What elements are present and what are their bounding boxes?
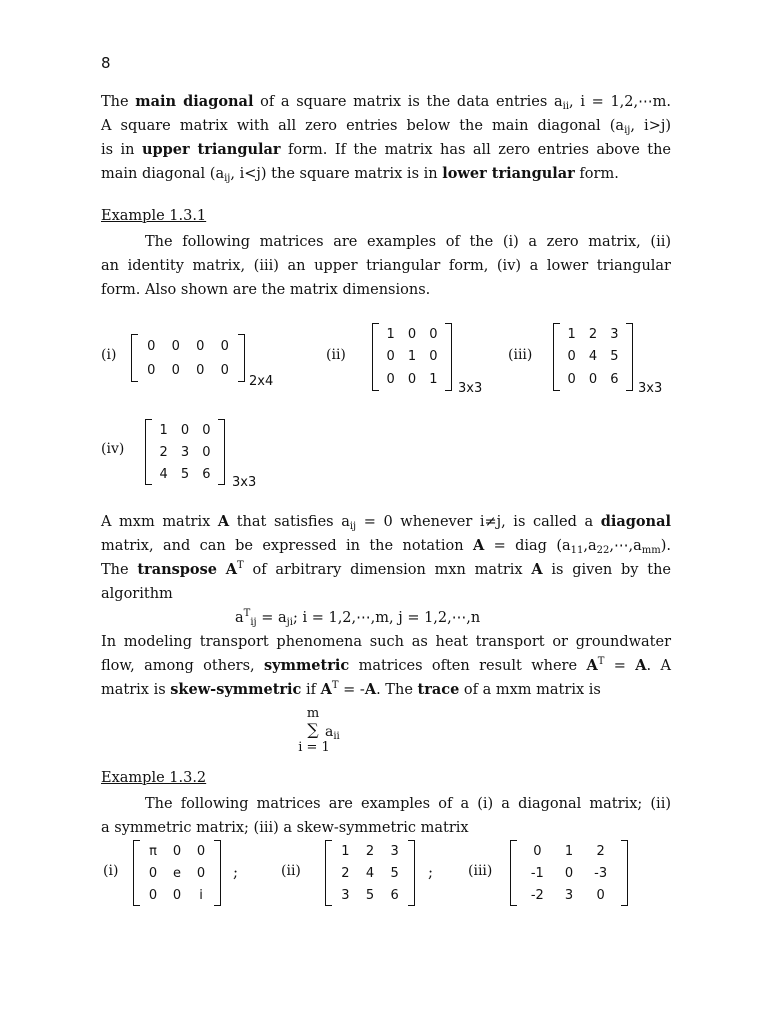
matrix-entry: 6 bbox=[202, 466, 211, 482]
matrix-label: (iii) bbox=[468, 863, 493, 879]
matrix-entry: 3 bbox=[610, 326, 619, 342]
line: an identity matrix, (iii) an upper triangular form, (iv) a lower triangular bbox=[101, 258, 671, 274]
matrix-label: (iv) bbox=[101, 441, 125, 457]
matrix-entry: 0 bbox=[386, 349, 395, 365]
matrix-dimension: 3x3 bbox=[232, 475, 257, 490]
line: A mxm matrix A that satisfies $a_{ij} = 0$ whenever i≠j, is called a diagonal bbox=[101, 513, 671, 532]
matrix-entry: 3 bbox=[180, 444, 190, 460]
matrix-entry: 2 bbox=[588, 326, 598, 342]
matrix-entry: 4 bbox=[588, 349, 598, 365]
matrix-label: (i) bbox=[101, 347, 117, 363]
matrix-entry: 0 bbox=[171, 362, 180, 378]
sum-lower-limit: i = 1 bbox=[298, 740, 330, 755]
matrix-label: (ii) bbox=[326, 347, 346, 363]
matrix-label: (iii) bbox=[508, 347, 533, 363]
matrix-row bbox=[561, 368, 625, 391]
diagonal-matrix bbox=[133, 840, 221, 906]
zero-matrix bbox=[131, 334, 245, 382]
matrix-entry: 1 bbox=[564, 843, 574, 859]
matrix-row bbox=[141, 862, 213, 884]
matrix-entry: 0 bbox=[386, 372, 395, 388]
matrix-entry: 1 bbox=[429, 372, 438, 388]
matrix-entry: 2 bbox=[341, 865, 350, 881]
matrix-entry: 0 bbox=[196, 362, 205, 378]
matrix-row bbox=[153, 419, 217, 441]
matrix-entry: 0 bbox=[407, 372, 417, 388]
intro-paragraph bbox=[101, 90, 671, 186]
matrix-entry: 1 bbox=[159, 422, 168, 438]
matrix-row bbox=[561, 323, 625, 346]
matrix-entry: e bbox=[173, 865, 181, 881]
matrix-row bbox=[333, 862, 407, 884]
identity-matrix bbox=[372, 323, 452, 391]
matrix-entry: 0 bbox=[429, 349, 438, 365]
matrix-row bbox=[139, 358, 237, 382]
matrix-entry: 1 bbox=[341, 843, 350, 859]
matrix-entry: 0 bbox=[567, 372, 576, 388]
lower-triangular-matrix bbox=[145, 419, 225, 485]
matrix-entry: 0 bbox=[202, 444, 211, 460]
matrix-entry: 0 bbox=[196, 865, 206, 881]
matrix-entry: 0 bbox=[172, 843, 182, 859]
matrix-entry: 2 bbox=[596, 843, 605, 859]
matrix-entry: -3 bbox=[594, 865, 608, 881]
matrix-entry: i bbox=[199, 887, 203, 903]
matrix-entry: 1 bbox=[386, 326, 395, 342]
matrix-row bbox=[380, 346, 444, 369]
matrix-entry: 5 bbox=[610, 349, 619, 365]
line: The following matrices are examples of the (i) a zero matrix, (ii) bbox=[145, 234, 671, 250]
matrix-grid bbox=[139, 334, 237, 382]
sum-upper-limit: m bbox=[306, 706, 320, 721]
matrix-entry: -2 bbox=[530, 887, 544, 903]
matrix-grid bbox=[333, 840, 407, 906]
matrix-entry: 0 bbox=[567, 349, 576, 365]
matrix-entry: 0 bbox=[220, 338, 229, 354]
line: matrix is skew-symmetric if $A^T = -A$. The trace of a mxm matrix is bbox=[101, 680, 601, 698]
line: a symmetric matrix; (iii) a skew-symmetric matrix bbox=[101, 820, 469, 836]
matrix-entry: -1 bbox=[530, 865, 544, 881]
matrix-row bbox=[380, 323, 444, 346]
symmetric-matrix bbox=[325, 840, 415, 906]
matrix-entry: 0 bbox=[147, 362, 156, 378]
line: form. Also shown are the matrix dimensions. bbox=[101, 282, 431, 298]
matrix-entry: 1 bbox=[567, 326, 576, 342]
matrix-row bbox=[141, 884, 213, 906]
matrix-row bbox=[333, 840, 407, 862]
sigma-symbol: ∑ bbox=[307, 720, 319, 739]
example-heading: Example 1.3.1 bbox=[101, 208, 207, 224]
line: The following matrices are examples of a (i) a diagonal matrix; (ii) bbox=[145, 796, 671, 812]
matrix-row bbox=[139, 334, 237, 358]
line: is in upper triangular form. If the matrix has all zero entries above the bbox=[101, 141, 672, 158]
matrix-entry: 0 bbox=[407, 326, 417, 342]
matrix-entry: 0 bbox=[196, 843, 206, 859]
separator: ; bbox=[428, 863, 434, 881]
matrix-entry: 5 bbox=[180, 466, 190, 482]
matrix-grid bbox=[153, 419, 217, 485]
matrix-row bbox=[518, 884, 620, 906]
matrix-entry: 3 bbox=[564, 887, 574, 903]
matrix-entry: 0 bbox=[429, 326, 438, 342]
matrix-entry: 3 bbox=[390, 843, 399, 859]
matrix-entry: 3 bbox=[341, 887, 350, 903]
line: matrix, and can be expressed in the notation A = diag $(a_{11},a_{22},\cdots,a_{mm})$. bbox=[101, 537, 671, 556]
matrix-entry: 6 bbox=[390, 887, 399, 903]
matrix-entry: 2 bbox=[159, 444, 168, 460]
matrix-entry: 0 bbox=[180, 422, 190, 438]
matrix-row bbox=[153, 441, 217, 463]
upper-triangular-matrix bbox=[553, 323, 633, 391]
skew-symmetric-matrix bbox=[510, 840, 628, 906]
matrix-dimension: 3x3 bbox=[638, 381, 663, 396]
matrix-dimension: 2x4 bbox=[249, 374, 274, 389]
matrix-grid bbox=[518, 840, 620, 906]
matrix-entry: 4 bbox=[159, 466, 168, 482]
matrix-entry: 0 bbox=[588, 372, 598, 388]
matrix-entry: 0 bbox=[196, 338, 205, 354]
matrix-entry: 0 bbox=[171, 338, 180, 354]
line: The main diagonal of a square matrix is the data entries $a_{ii}$, i = 1,2,⋯m. bbox=[101, 93, 671, 112]
page-number: 8 bbox=[101, 54, 111, 72]
matrix-row bbox=[518, 862, 620, 884]
matrix-entry: 0 bbox=[148, 865, 158, 881]
example-text bbox=[101, 230, 671, 302]
matrix-grid bbox=[380, 323, 444, 391]
line: A square matrix with all zero entries below the main diagonal ($a_{ij}$, i>j) bbox=[101, 118, 671, 136]
separator: ; bbox=[233, 863, 239, 881]
matrix-row bbox=[333, 884, 407, 906]
line: algorithm bbox=[101, 586, 173, 602]
matrix-entry: 2 bbox=[365, 843, 375, 859]
matrix-row bbox=[141, 840, 213, 862]
matrix-entry: 0 bbox=[533, 843, 542, 859]
matrix-dimension: 3x3 bbox=[458, 381, 483, 396]
transpose-formula: $a^T_{ij} = a_{ji}$; i = 1,2,⋯,m, j = 1,2,⋯,n bbox=[235, 608, 481, 628]
matrix-entry: 5 bbox=[365, 887, 375, 903]
matrix-entry: 0 bbox=[564, 865, 574, 881]
matrix-grid bbox=[141, 840, 213, 906]
matrix-row bbox=[561, 346, 625, 369]
matrix-row bbox=[518, 840, 620, 862]
example-heading: Example 1.3.2 bbox=[101, 770, 207, 786]
line: In modeling transport phenomena such as heat transport or groundwater bbox=[101, 634, 671, 650]
matrix-entry: 5 bbox=[390, 865, 399, 881]
matrix-entry: π bbox=[149, 843, 157, 859]
matrix-entry: 0 bbox=[172, 887, 182, 903]
matrix-label: (i) bbox=[103, 863, 119, 879]
matrix-entry: 1 bbox=[407, 349, 417, 365]
matrix-entry: 0 bbox=[147, 338, 156, 354]
matrix-row bbox=[380, 368, 444, 391]
matrix-grid bbox=[561, 323, 625, 391]
example-text bbox=[101, 792, 671, 840]
sum-term: $a_{ii}$ bbox=[325, 724, 340, 742]
matrix-entry: 0 bbox=[202, 422, 211, 438]
definitions-paragraph bbox=[101, 510, 671, 702]
matrix-entry: 0 bbox=[148, 887, 158, 903]
matrix-label: (ii) bbox=[281, 863, 301, 879]
matrix-entry: 4 bbox=[365, 865, 375, 881]
matrix-row bbox=[153, 463, 217, 485]
matrix-entry: 0 bbox=[220, 362, 229, 378]
line: flow, among others, symmetric matrices often result where $A^T = A$. A bbox=[101, 656, 671, 674]
line: The transpose $A^T$ of arbitrary dimension mxn matrix A is given by the bbox=[101, 560, 671, 578]
matrix-entry: 6 bbox=[610, 372, 619, 388]
matrix-entry: 0 bbox=[596, 887, 605, 903]
line: main diagonal ($a_{ij}$, i<j) the square matrix is in lower triangular form. bbox=[101, 165, 619, 184]
